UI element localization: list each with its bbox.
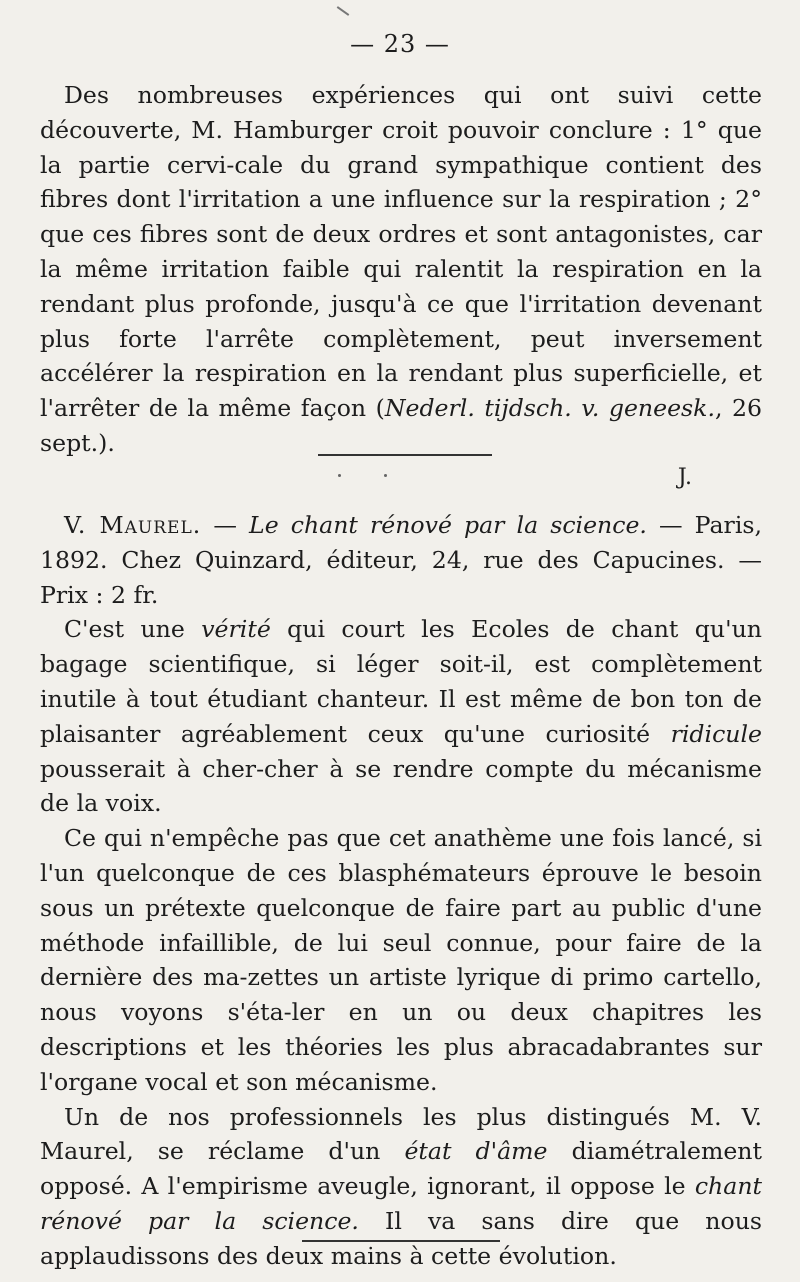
entry-dash: — (201, 511, 250, 539)
text-run: C'est une (64, 615, 202, 644)
bibliographic-entry (40, 508, 762, 612)
section-divider (302, 1240, 500, 1242)
author-name: V. Maurel. (64, 511, 202, 539)
paragraph-1 (40, 612, 762, 821)
paragraph-2: Ce qui n'empêche pas que cet anathème une fois lancé, si l'un quelconque de ces blasphémateurs éprouve le besoin sous un prétexte quelconque de faire part au public d'une méthode infaillible, de lui seul connue, pour faire de la dernière des ma-zettes un artiste lyrique di primo cartello, nous voyons s'éta-ler en un ou deux chapitres les descriptions et les théories les plus abracadabrantes sur l'organe vocal et son mécanisme. (40, 824, 762, 1096)
section-divider (318, 454, 492, 456)
print-speck (384, 474, 387, 477)
italic-text: état d'âme (404, 1137, 548, 1166)
paragraph-3 (40, 1100, 762, 1274)
text-run: pousserait à cher-cher à se rendre compte du mécanisme de la voix. (40, 754, 762, 818)
text-run: Un de nos professionnels les plus distingués M. V. Maurel, se réclame d'un (40, 1102, 762, 1166)
text-run: Il va sans dire que nous applaudissons des deux mains à cette évolution. (40, 1206, 762, 1270)
italic-text: vérité (201, 615, 271, 644)
print-speck (338, 474, 341, 477)
paragraph-main-text: Des nombreuses expériences qui ont suivi cette découverte, M. Hamburger croit pouvoir conclure : 1° que la partie cervi-cale du grand sympathique contient des fibres dont l'irritation a une influence sur la respiration ; 2° que ces fibres sont de deux ordres et sont antagonistes, car la même irritation faible qui ralentit la respiration en la rendant plus profonde, jusqu'à ce que l'irritation devenant plus forte l'arrête complètement, peut inversement accélérer la respiration en la rendant plus superficielle, et l'arrêter de la même façon ( (40, 81, 762, 423)
text-run: diamétralement opposé. A l'empirisme aveugle, ignorant, il oppose le (40, 1137, 762, 1201)
italic-text: ridicule (670, 719, 762, 748)
signature: J. (677, 464, 692, 490)
review-hamburger (40, 78, 762, 496)
print-mark (337, 6, 350, 16)
signature-line (40, 461, 762, 496)
publication-info: — Paris, 1892. Chez Quinzard, éditeur, 24, rue des Capucines. — Prix : 2 fr. (40, 511, 762, 609)
page-number: — 23 — (350, 30, 450, 58)
paragraph-hamburger (40, 78, 762, 461)
text-run: qui court les Ecoles de chant qu'un bagage scientifique, si léger soit-il, est complètement inutile à tout étudiant chanteur. Il est même de bon ton de plaisanter agréablement ceux qu'une curiosité (40, 615, 762, 748)
italic-text: chant rénové par la science. (40, 1172, 762, 1235)
citation-tail: , 26 sept.). (40, 394, 762, 457)
review-maurel (40, 508, 762, 1274)
book-title: Le chant rénové par la science. (249, 511, 647, 539)
citation-title: Nederl. tijdsch. v. geneesk. (384, 394, 715, 423)
